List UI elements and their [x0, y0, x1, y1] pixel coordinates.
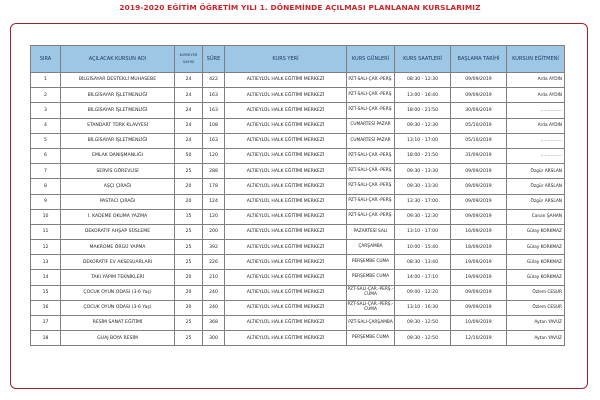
cell-duration: 226: [203, 255, 225, 270]
table-row: [31, 88, 565, 103]
cell-participant-count: 24: [175, 118, 203, 133]
cell-no: 17: [31, 316, 61, 331]
cell-location: ALTIEYLÜL HALK EĞİTİMİ MERKEZİ: [225, 133, 347, 148]
cell-course-name: TAKI YAPIM TEKNİKLERİ: [61, 270, 175, 285]
cell-location: ALTIEYLÜL HALK EĞİTİMİ MERKEZİ: [225, 300, 347, 315]
cell-no: 1: [31, 73, 61, 88]
cell-course-name: PASTACI ÇIRAĞI: [61, 194, 175, 209]
cell-days: CUMARTESİ PAZAR: [347, 118, 395, 133]
cell-instructor: Gülay KORKMAZ: [507, 240, 565, 255]
table-row: [31, 316, 565, 331]
cell-course-name: RESİM SANAT EĞİTİMİ: [61, 316, 175, 331]
cell-participant-count: 24: [175, 73, 203, 88]
cell-participant-count: 20: [175, 179, 203, 194]
cell-days: PZT-SALI-ÇAR.-PERŞ.: [347, 179, 395, 194]
cell-start-date: 09/09/2019: [451, 194, 507, 209]
cell-duration: 120: [203, 209, 225, 224]
table-row: [31, 240, 565, 255]
cell-course-name: EMLAK DANIŞMANLIĞI: [61, 148, 175, 163]
cell-start-date: 05/10/2019: [451, 133, 507, 148]
cell-start-date: 31/09/2019: [451, 148, 507, 163]
cell-no: 11: [31, 224, 61, 239]
table-row: [31, 164, 565, 179]
cell-hours: 18:00 - 21:50: [395, 103, 451, 118]
cell-start-date: 09/09/2019: [451, 209, 507, 224]
cell-duration: 124: [203, 194, 225, 209]
table-row: [31, 224, 565, 239]
cell-location: ALTIEYLÜL HALK EĞİTİMİ MERKEZİ: [225, 209, 347, 224]
cell-instructor: Özgür ARSLAN: [507, 194, 565, 209]
cell-instructor: Arda AYDIN: [507, 118, 565, 133]
cell-participant-count: 25: [175, 331, 203, 346]
table-row: [31, 133, 565, 148]
cell-location: ALTIEYLÜL HALK EĞİTİMİ MERKEZİ: [225, 164, 347, 179]
cell-hours: 09:00 - 12:20: [395, 285, 451, 300]
cell-hours: 09:30 - 12:30: [395, 118, 451, 133]
cell-start-date: 19/09/2019: [451, 270, 507, 285]
cell-location: ALTIEYLÜL HALK EĞİTİMİ MERKEZİ: [225, 224, 347, 239]
cell-instructor: Canan ŞAHAN: [507, 209, 565, 224]
cell-course-name: BİLGİSAYAR DESTEKLİ MUHASEBE: [61, 73, 175, 88]
cell-hours: 09:30 - 12:50: [395, 316, 451, 331]
cell-location: ALTIEYLÜL HALK EĞİTİMİ MERKEZİ: [225, 285, 347, 300]
cell-instructor: Arda AYDIN: [507, 88, 565, 103]
cell-start-date: 30/09/2019: [451, 103, 507, 118]
cell-location: ALTIEYLÜL HALK EĞİTİMİ MERKEZİ: [225, 88, 347, 103]
cell-participant-count: 25: [175, 224, 203, 239]
cell-days: PZT-SALI-ÇAR.-PERŞ.-CUMA: [347, 300, 395, 315]
cell-duration: 163: [203, 133, 225, 148]
cell-instructor: Arda AYDIN: [507, 73, 565, 88]
table-row: [31, 285, 565, 300]
table-row: [31, 331, 565, 346]
cell-duration: 163: [203, 88, 225, 103]
cell-start-date: 05/10/2019: [451, 118, 507, 133]
cell-instructor: Aytan YAVUZ: [507, 331, 565, 346]
table-row: [31, 148, 565, 163]
cell-course-name: ÇOCUK OYUN ODASI (3-6 Yaş): [61, 300, 175, 315]
cell-start-date: 09/09/2019: [451, 164, 507, 179]
cell-participant-count: 20: [175, 194, 203, 209]
cell-course-name: BİLGİSAYAR İŞLETMENLİĞİ: [61, 103, 175, 118]
cell-no: 13: [31, 255, 61, 270]
table-row: [31, 270, 565, 285]
cell-days: PZT-SALI-ÇAR.-PERŞ.-CUMA: [347, 285, 395, 300]
cell-course-name: I. KADEME OKUMA YAZMA: [61, 209, 175, 224]
header-sira: SIRA: [31, 46, 61, 73]
cell-hours: 10:00 - 15:40: [395, 240, 451, 255]
header-kurs-yeri: KURS YERİ: [225, 46, 347, 73]
cell-hours: 08:30 - 12:30: [395, 73, 451, 88]
table-row: [31, 103, 565, 118]
cell-duration: 300: [203, 331, 225, 346]
cell-participant-count: 24: [175, 103, 203, 118]
cell-hours: 13:10 - 16:30: [395, 300, 451, 315]
cell-hours: 09:30 - 13:30: [395, 164, 451, 179]
cell-instructor: Gülay KORKMAZ: [507, 224, 565, 239]
cell-no: 14: [31, 270, 61, 285]
header-kurs-adi: AÇILACAK KURSUN ADI: [61, 46, 175, 73]
page-title: 2019-2020 EĞİTİM ÖĞRETİM YILI 1. DÖNEMİNDE AÇILMASI PLANLANAN KURSLARIMIZ: [119, 3, 481, 12]
cell-no: 4: [31, 118, 61, 133]
cell-participant-count: 25: [175, 316, 203, 331]
cell-start-date: 09/09/2019: [451, 73, 507, 88]
table-body: [31, 73, 565, 346]
cell-participant-count: 50: [175, 148, 203, 163]
table-row: [31, 255, 565, 270]
cell-no: 7: [31, 164, 61, 179]
cell-instructor: Gülay KORKMAZ: [507, 255, 565, 270]
course-table: [30, 45, 565, 346]
cell-no: 16: [31, 300, 61, 315]
cell-instructor: Özgür ARSLAN: [507, 179, 565, 194]
cell-location: ALTIEYLÜL HALK EĞİTİMİ MERKEZİ: [225, 240, 347, 255]
cell-participant-count: 24: [175, 88, 203, 103]
table-row: [31, 73, 565, 88]
cell-days: PZT-SALI-ÇAR.-PERŞ.: [347, 209, 395, 224]
cell-duration: 108: [203, 118, 225, 133]
table-row: [31, 179, 565, 194]
cell-duration: 163: [203, 103, 225, 118]
cell-days: CUMARTESİ PAZAR: [347, 133, 395, 148]
cell-start-date: 09/09/2019: [451, 285, 507, 300]
cell-duration: 392: [203, 240, 225, 255]
cell-participant-count: 20: [175, 285, 203, 300]
cell-course-name: SERVİS GÖREVLİSİ: [61, 164, 175, 179]
cell-hours: 13:10 - 17:00: [395, 224, 451, 239]
cell-hours: 18:00 - 21:50: [395, 148, 451, 163]
cell-start-date: 12/10/2019: [451, 331, 507, 346]
cell-hours: 14:00 - 17:10: [395, 270, 451, 285]
cell-hours: 13:00 - 16:40: [395, 88, 451, 103]
cell-start-date: 09/09/2019: [451, 179, 507, 194]
cell-start-date: 18/09/2019: [451, 240, 507, 255]
cell-instructor: ……………: [507, 148, 565, 163]
cell-instructor: Özgür ARSLAN: [507, 164, 565, 179]
table-header-row: [31, 46, 565, 73]
header-kurs-saatleri: KURS SAATLERİ: [395, 46, 451, 73]
cell-duration: 120: [203, 148, 225, 163]
cell-no: 3: [31, 103, 61, 118]
cell-hours: 08:30 - 13:40: [395, 255, 451, 270]
cell-start-date: 10/09/2019: [451, 316, 507, 331]
cell-no: 6: [31, 148, 61, 163]
cell-days: PZT-SALI-ÇAR.-PERŞ.: [347, 88, 395, 103]
cell-no: 8: [31, 179, 61, 194]
cell-participant-count: 20: [175, 300, 203, 315]
cell-days: PERŞEMBE CUMA: [347, 331, 395, 346]
table-row: [31, 209, 565, 224]
header-sure: SÜRE: [203, 46, 225, 73]
cell-days: PZT-SALI-ÇAR.-PERŞ.: [347, 164, 395, 179]
cell-location: ALTIEYLÜL HALK EĞİTİMİ MERKEZİ: [225, 148, 347, 163]
cell-no: 2: [31, 88, 61, 103]
cell-no: 18: [31, 331, 61, 346]
cell-days: PZT-SALI-ÇARŞAMBA: [347, 316, 395, 331]
cell-course-name: BİLGİSAYAR İŞLETMENLİĞİ: [61, 88, 175, 103]
cell-days: PERŞEMBE CUMA: [347, 255, 395, 270]
cell-course-name: ÇOCUK OYUN ODASI (3-6 Yaş): [61, 285, 175, 300]
cell-days: PZT-SALI-ÇAR.-PERŞ.: [347, 148, 395, 163]
cell-days: PAZARTESİ SALI: [347, 224, 395, 239]
cell-duration: 368: [203, 316, 225, 331]
cell-duration: 240: [203, 285, 225, 300]
cell-hours: 13:10 - 17:00: [395, 133, 451, 148]
cell-participant-count: 20: [175, 270, 203, 285]
header-baslama-tarihi: BAŞLAMA TARİHİ: [451, 46, 507, 73]
cell-instructor: Aytan YAVUZ: [507, 316, 565, 331]
cell-duration: 178: [203, 179, 225, 194]
cell-instructor: Özlem CESUR: [507, 300, 565, 315]
cell-instructor: Özlem CESUR: [507, 285, 565, 300]
cell-no: 5: [31, 133, 61, 148]
cell-course-name: AŞÇI ÇIRAĞI: [61, 179, 175, 194]
cell-course-name: STANDART TÜRK KLAVYESİ: [61, 118, 175, 133]
cell-days: PZT-SALI-ÇAR.-PERŞ.: [347, 103, 395, 118]
table-row: [31, 118, 565, 133]
cell-participant-count: 24: [175, 133, 203, 148]
cell-days: ÇARŞAMBA: [347, 240, 395, 255]
cell-duration: 240: [203, 300, 225, 315]
cell-location: ALTIEYLÜL HALK EĞİTİMİ MERKEZİ: [225, 270, 347, 285]
cell-days: PZT-SALI-ÇAR.-PERŞ.: [347, 194, 395, 209]
cell-hours: 13:30 - 17:00: [395, 194, 451, 209]
cell-location: ALTIEYLÜL HALK EĞİTİMİ MERKEZİ: [225, 255, 347, 270]
header-kursiyer-sayisi: KURSİYER SAYISI: [175, 46, 203, 73]
cell-location: ALTIEYLÜL HALK EĞİTİMİ MERKEZİ: [225, 331, 347, 346]
cell-no: 10: [31, 209, 61, 224]
table-row: [31, 194, 565, 209]
header-kursun-egitmeni: KURSUN EĞİTMENİ: [507, 46, 565, 73]
cell-hours: 09:30 - 12:50: [395, 331, 451, 346]
cell-course-name: GUAJ BOYA RESİM: [61, 331, 175, 346]
cell-hours: 09:30 - 12:30: [395, 209, 451, 224]
cell-participant-count: 15: [175, 209, 203, 224]
table-row: [31, 300, 565, 315]
cell-no: 9: [31, 194, 61, 209]
cell-location: ALTIEYLÜL HALK EĞİTİMİ MERKEZİ: [225, 73, 347, 88]
cell-instructor: Gülay KORKMAZ: [507, 270, 565, 285]
cell-participant-count: 25: [175, 255, 203, 270]
cell-instructor: ……………: [507, 103, 565, 118]
header-kurs-gunleri: KURS GÜNLERİ: [347, 46, 395, 73]
cell-start-date: 16/09/2019: [451, 224, 507, 239]
cell-course-name: DEKORATİF EV AKSESUARLARI: [61, 255, 175, 270]
cell-course-name: DEKORATİF AHŞAP SÜSLEME: [61, 224, 175, 239]
cell-start-date: 09/09/2019: [451, 300, 507, 315]
cell-course-name: BİLGİSAYAR İŞLETMENLİĞİ: [61, 133, 175, 148]
cell-start-date: 09/09/2019: [451, 88, 507, 103]
cell-participant-count: 25: [175, 240, 203, 255]
cell-participant-count: 25: [175, 164, 203, 179]
cell-location: ALTIEYLÜL HALK EĞİTİMİ MERKEZİ: [225, 118, 347, 133]
cell-duration: 288: [203, 164, 225, 179]
cell-days: PERŞEMBE CUMA: [347, 270, 395, 285]
cell-course-name: MAKROME ÖRGÜ YAPMA: [61, 240, 175, 255]
cell-duration: 210: [203, 270, 225, 285]
cell-hours: 09:30 - 13:30: [395, 179, 451, 194]
cell-instructor: ……………: [507, 133, 565, 148]
cell-location: ALTIEYLÜL HALK EĞİTİMİ MERKEZİ: [225, 179, 347, 194]
cell-location: ALTIEYLÜL HALK EĞİTİMİ MERKEZİ: [225, 316, 347, 331]
cell-no: 15: [31, 285, 61, 300]
cell-start-date: 19/09/2019: [451, 255, 507, 270]
cell-location: ALTIEYLÜL HALK EĞİTİMİ MERKEZİ: [225, 194, 347, 209]
cell-duration: 200: [203, 224, 225, 239]
cell-days: PZT-SALI-ÇAR.-PERŞ.: [347, 73, 395, 88]
cell-duration: 422: [203, 73, 225, 88]
cell-no: 12: [31, 240, 61, 255]
cell-location: ALTIEYLÜL HALK EĞİTİMİ MERKEZİ: [225, 103, 347, 118]
